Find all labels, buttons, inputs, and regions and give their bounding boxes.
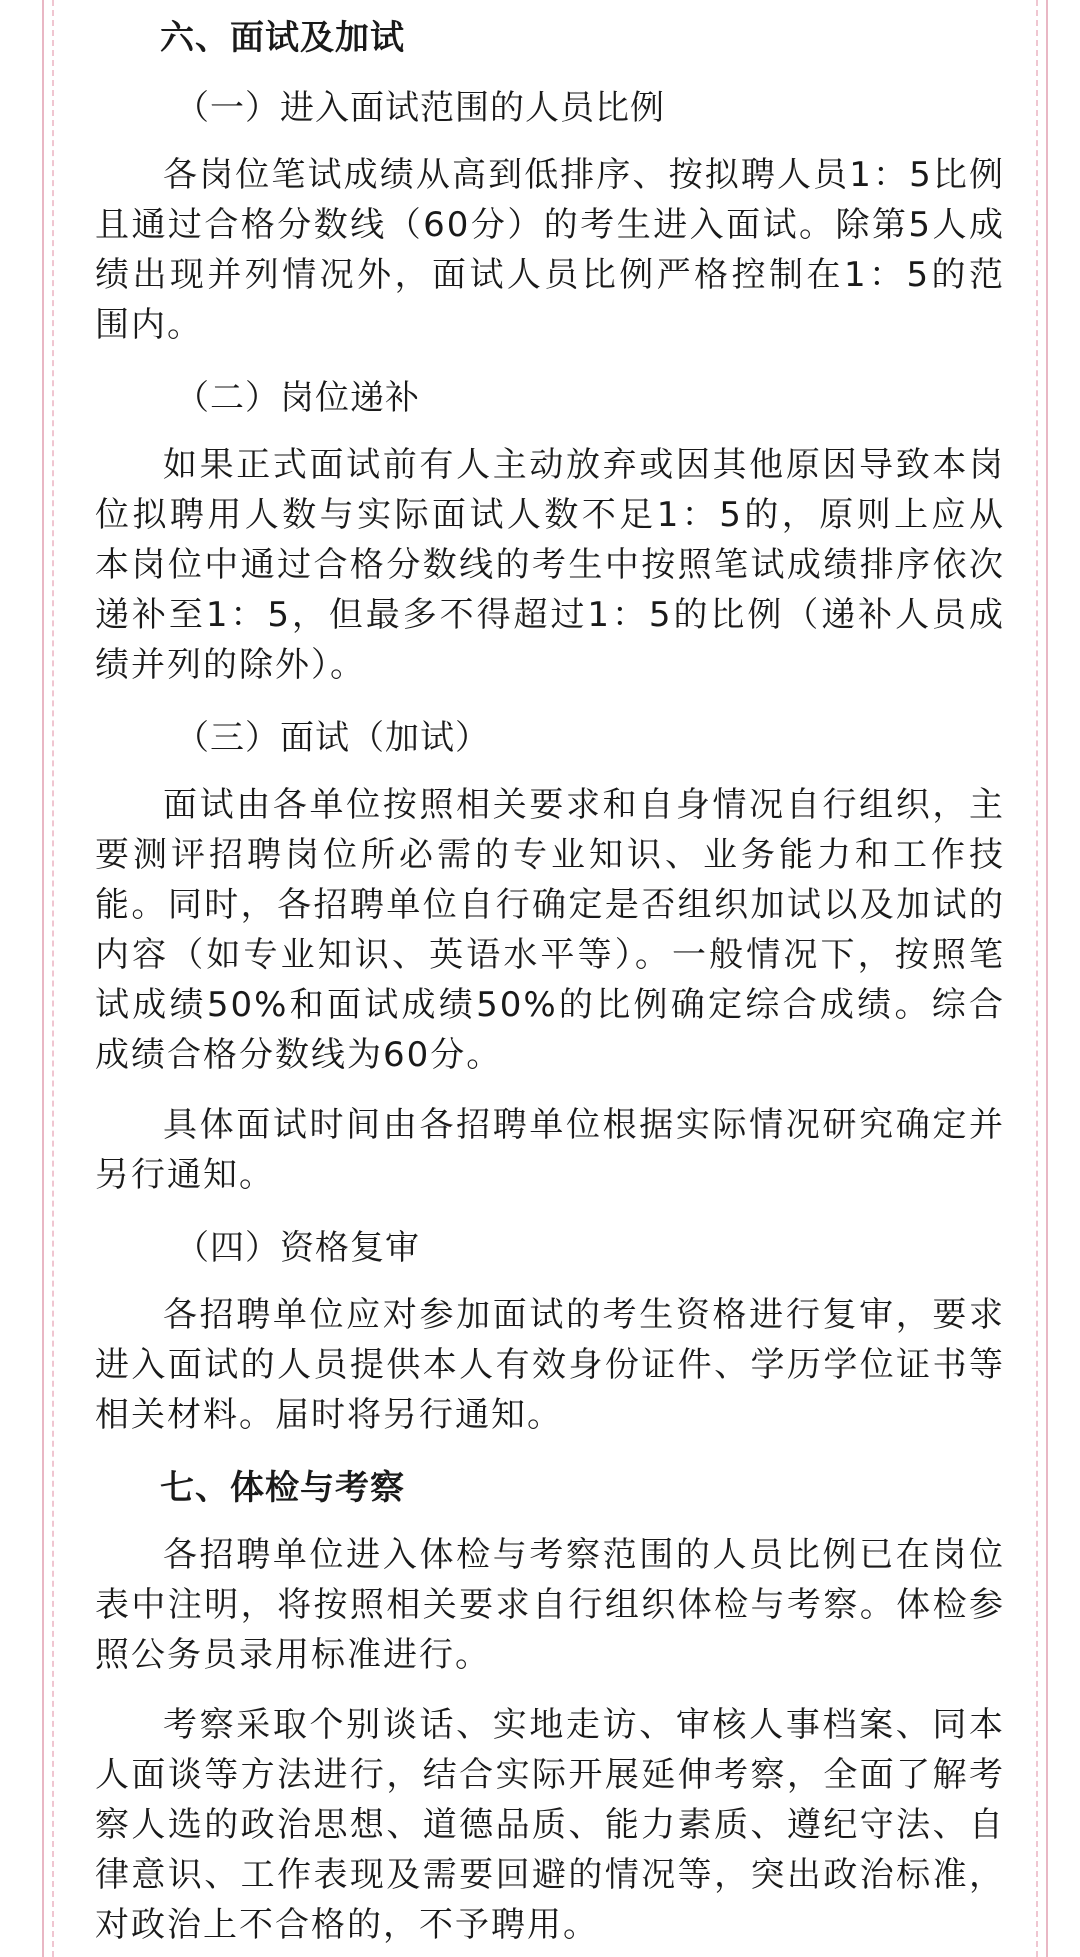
section-6-2-paragraph: 如果正式面试前有人主动放弃或因其他原因导致本岗位拟聘用人数与实际面试人数不足1：5的，原则上应从本岗位中通过合格分数线的考生中按照笔试成绩排序依次递补至1：5，但最多不得超过1：5的比例（递补人员成绩并列的除外）。 bbox=[95, 445, 1005, 685]
section-6-4-paragraph: 各招聘单位应对参加面试的考生资格进行复审，要求进入面试的人员提供本人有效身份证件、学历学位证书等相关材料。届时将另行通知。 bbox=[95, 1295, 1005, 1435]
section-6-1-title: （一）进入面试范围的人员比例 bbox=[175, 88, 665, 128]
section-6-3-paragraph-1: 面试由各单位按照相关要求和自身情况自行组织，主要测评招聘岗位所必需的专业知识、业务能力和工作技能。同时，各招聘单位自行确定是否组织加试以及加试的内容（如专业知识、英语水平等）。一般情况下，按照笔试成绩50%和面试成绩50%的比例确定综合成绩。综合成绩合格分数线为60分。 bbox=[95, 785, 1005, 1075]
section-6-3-paragraph-2: 具体面试时间由各招聘单位根据实际情况研究确定并另行通知。 bbox=[95, 1105, 1005, 1195]
section-6-1-paragraph: 各岗位笔试成绩从高到低排序、按拟聘人员1：5比例且通过合格分数线（60分）的考生进入面试。除第5人成绩出现并列情况外，面试人员比例严格控制在1：5的范围内。 bbox=[95, 155, 1005, 345]
left-border-line bbox=[42, 0, 44, 1957]
section-7-paragraph-1: 各招聘单位进入体检与考察范围的人员比例已在岗位表中注明，将按照相关要求自行组织体检与考察。体检参照公务员录用标准进行。 bbox=[95, 1535, 1005, 1675]
left-dashed-border bbox=[52, 0, 54, 1957]
right-border-line bbox=[1046, 0, 1048, 1957]
section-6-4-title: （四）资格复审 bbox=[175, 1228, 420, 1268]
section-6-2-title: （二）岗位递补 bbox=[175, 378, 420, 418]
section-7-paragraph-2: 考察采取个别谈话、实地走访、审核人事档案、同本人面谈等方法进行，结合实际开展延伸考察，全面了解考察人选的政治思想、道德品质、能力素质、遵纪守法、自律意识、工作表现及需要回避的情况等，突出政治标准，对政治上不合格的，不予聘用。 bbox=[95, 1705, 1005, 1945]
section-6-heading: 六、面试及加试 bbox=[160, 18, 405, 58]
section-6-3-title: （三）面试（加试） bbox=[175, 718, 490, 758]
section-7-heading: 七、体检与考察 bbox=[160, 1468, 405, 1508]
right-dashed-border bbox=[1036, 0, 1038, 1957]
